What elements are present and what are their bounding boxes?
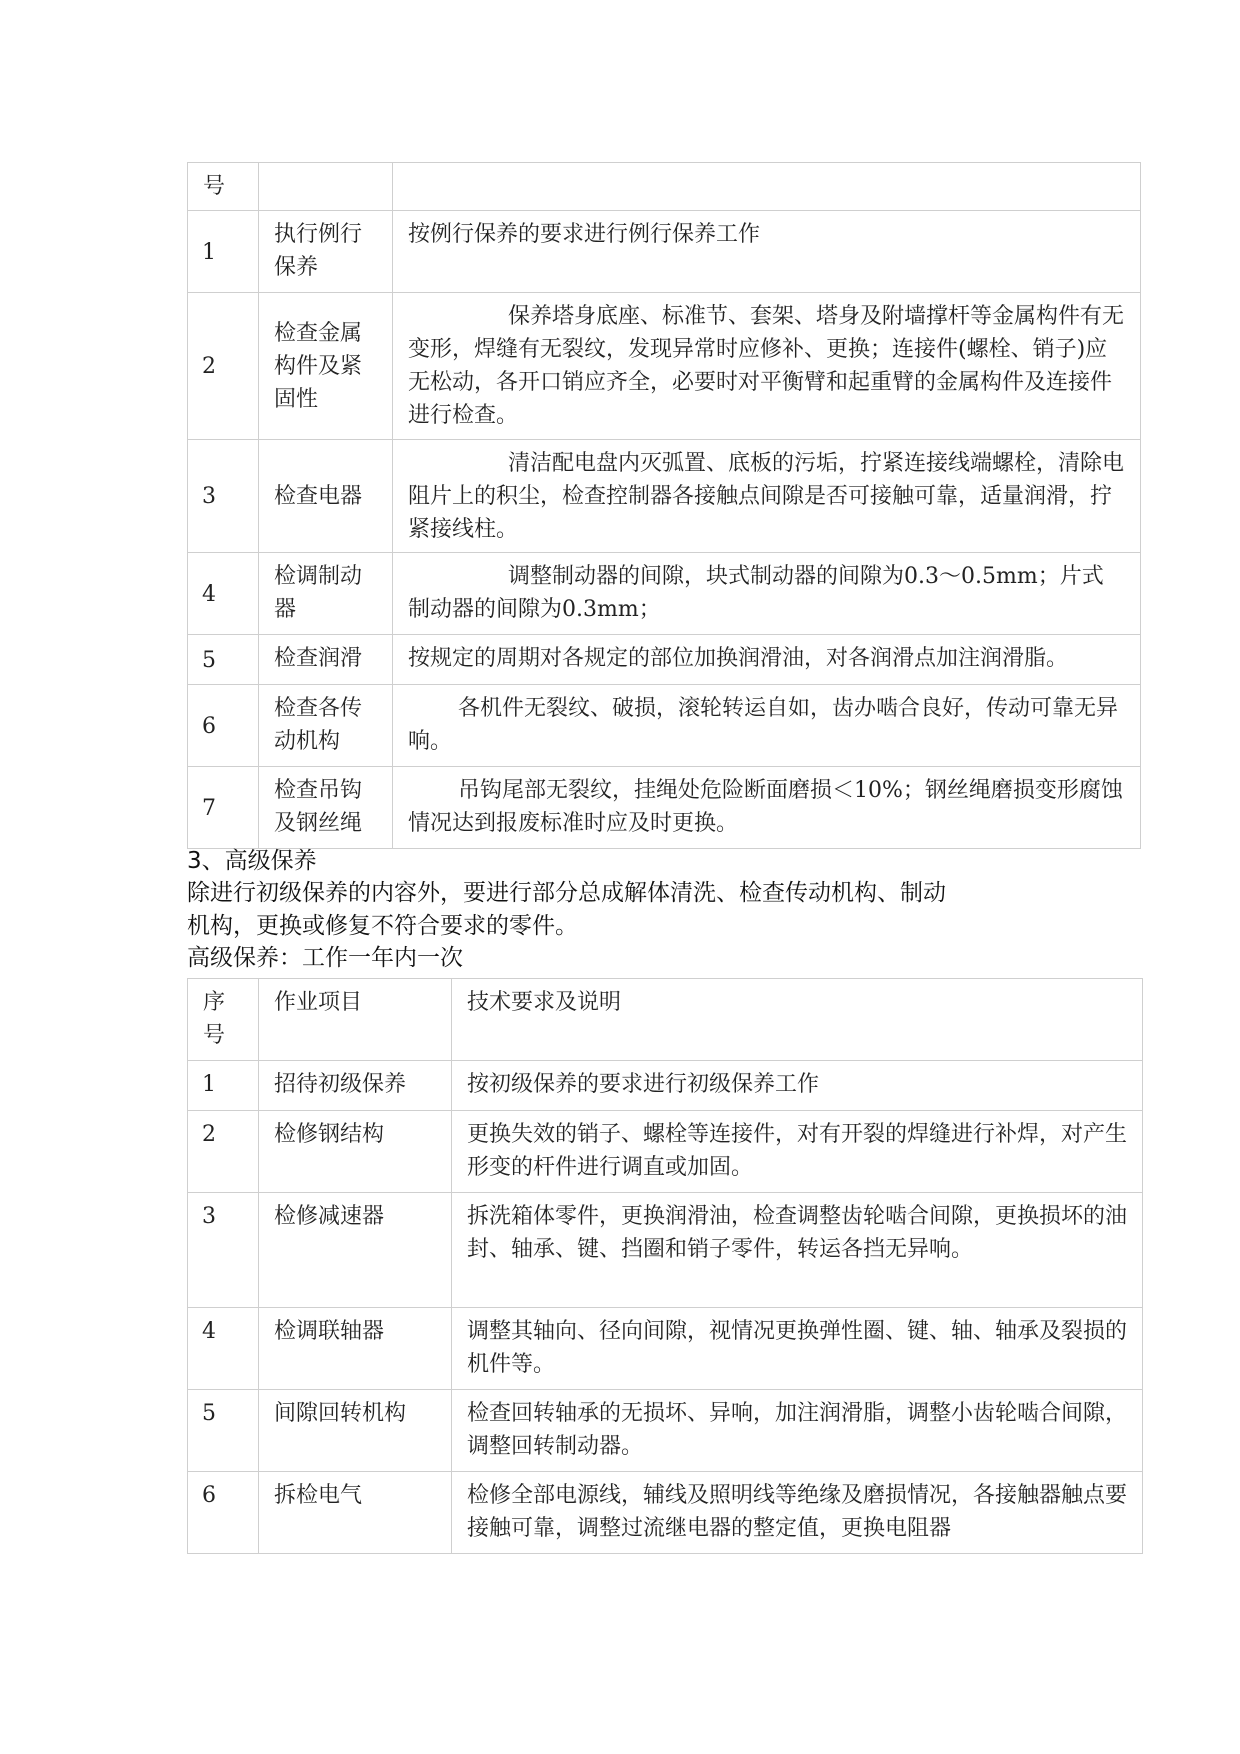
- row-item: 检查润滑: [259, 635, 393, 685]
- header-num: 序号: [188, 979, 259, 1061]
- table-row: [188, 1308, 1143, 1390]
- advanced-maintenance-table: [187, 978, 1143, 1554]
- row-num: 2: [188, 1111, 259, 1193]
- header-desc-empty: [393, 163, 1141, 211]
- row-item: 招待初级保养: [259, 1061, 452, 1111]
- row-num: 6: [188, 685, 259, 767]
- row-desc: 检查回转轴承的无损坏、异响，加注润滑脂，调整小齿轮啮合间隙，调整回转制动器。: [452, 1390, 1143, 1472]
- row-num: 6: [188, 1472, 259, 1554]
- section-heading: 3、高级保养: [187, 848, 317, 874]
- row-item: 检查各传动机构: [259, 685, 393, 767]
- table-row: [188, 293, 1141, 440]
- header-item: 作业项目: [259, 979, 452, 1061]
- row-item: 检查吊钩及钢丝绳: [259, 767, 393, 849]
- row-desc: 吊钩尾部无裂纹，挂绳处危险断面磨损＜10%；钢丝绳磨损变形腐蚀情况达到报废标准时应及时更换。: [393, 767, 1141, 849]
- row-num: 4: [188, 1308, 259, 1390]
- row-num: 3: [188, 440, 259, 553]
- row-num: 5: [188, 1390, 259, 1472]
- section-schedule-line: 高级保养：工作一年内一次: [187, 945, 463, 971]
- table-header-row: [188, 979, 1143, 1061]
- row-desc: 清洁配电盘内灭弧置、底板的污垢，拧紧连接线端螺栓，清除电阻片上的积尘，检查控制器各接触点间隙是否可接触可靠，适量润滑，拧紧接线柱。: [393, 440, 1141, 553]
- row-desc: 检修全部电源线，辅线及照明线等绝缘及磨损情况，各接触器触点要接触可靠，调整过流继电器的整定值，更换电阻器: [452, 1472, 1143, 1554]
- row-num: 7: [188, 767, 259, 849]
- row-desc: 调整其轴向、径向间隙，视情况更换弹性圈、键、轴、轴承及裂损的机件等。: [452, 1308, 1143, 1390]
- table-row: [188, 1390, 1143, 1472]
- table-row: [188, 1111, 1143, 1193]
- row-num: 2: [188, 293, 259, 440]
- table-row: [188, 1061, 1143, 1111]
- row-item: 检修减速器: [259, 1193, 452, 1308]
- row-desc: 按初级保养的要求进行初级保养工作: [452, 1061, 1143, 1111]
- row-item: 检查金属构件及紧固性: [259, 293, 393, 440]
- row-item: 拆检电气: [259, 1472, 452, 1554]
- section-text-line-2: 机构，更换或修复不符合要求的零件。: [187, 913, 578, 939]
- row-num: 1: [188, 1061, 259, 1111]
- row-desc: 保养塔身底座、标准节、套架、塔身及附墙撑杆等金属构件有无变形，焊缝有无裂纹，发现异常时应修补、更换；连接件(螺栓、销子)应无松动，各开口销应齐全，必要时对平衡臂和起重臂的金属构件及连接件进行检查。: [393, 293, 1141, 440]
- row-desc: 更换失效的销子、螺栓等连接件，对有开裂的焊缝进行补焊，对产生形变的杆件进行调直或加固。: [452, 1111, 1143, 1193]
- header-num-fragment: 号: [188, 163, 259, 211]
- row-item: 检修钢结构: [259, 1111, 452, 1193]
- row-item: 执行例行保养: [259, 211, 393, 293]
- table-row: [188, 553, 1141, 635]
- row-item: 检调制动器: [259, 553, 393, 635]
- table-row: [188, 440, 1141, 553]
- row-desc: 各机件无裂纹、破损，滚轮转运自如，齿办啮合良好，传动可靠无异响。: [393, 685, 1141, 767]
- row-desc: 调整制动器的间隙，块式制动器的间隙为0.3～0.5mm；片式制动器的间隙为0.3mm；: [393, 553, 1141, 635]
- row-item: 检查电器: [259, 440, 393, 553]
- table-row: [188, 1472, 1143, 1554]
- row-desc: 拆洗箱体零件，更换润滑油，检查调整齿轮啮合间隙，更换损坏的油封、轴承、键、挡圈和销子零件，转运各挡无异响。: [452, 1193, 1143, 1308]
- header-item-empty: [259, 163, 393, 211]
- primary-maintenance-table: [187, 162, 1141, 849]
- row-item: 检调联轴器: [259, 1308, 452, 1390]
- row-num: 4: [188, 553, 259, 635]
- table-header-row: [188, 163, 1141, 211]
- row-num: 1: [188, 211, 259, 293]
- section-text-line-1: 除进行初级保养的内容外，要进行部分总成解体清洗、检查传动机构、制动: [187, 880, 946, 906]
- header-desc: 技术要求及说明: [452, 979, 1143, 1061]
- table-row: [188, 1193, 1143, 1308]
- row-desc: 按例行保养的要求进行例行保养工作: [393, 211, 1141, 293]
- row-desc: 按规定的周期对各规定的部位加换润滑油，对各润滑点加注润滑脂。: [393, 635, 1141, 685]
- row-num: 5: [188, 635, 259, 685]
- table-row: [188, 767, 1141, 849]
- table-row: [188, 685, 1141, 767]
- table-row: [188, 635, 1141, 685]
- row-item: 间隙回转机构: [259, 1390, 452, 1472]
- row-num: 3: [188, 1193, 259, 1308]
- table-row: [188, 211, 1141, 293]
